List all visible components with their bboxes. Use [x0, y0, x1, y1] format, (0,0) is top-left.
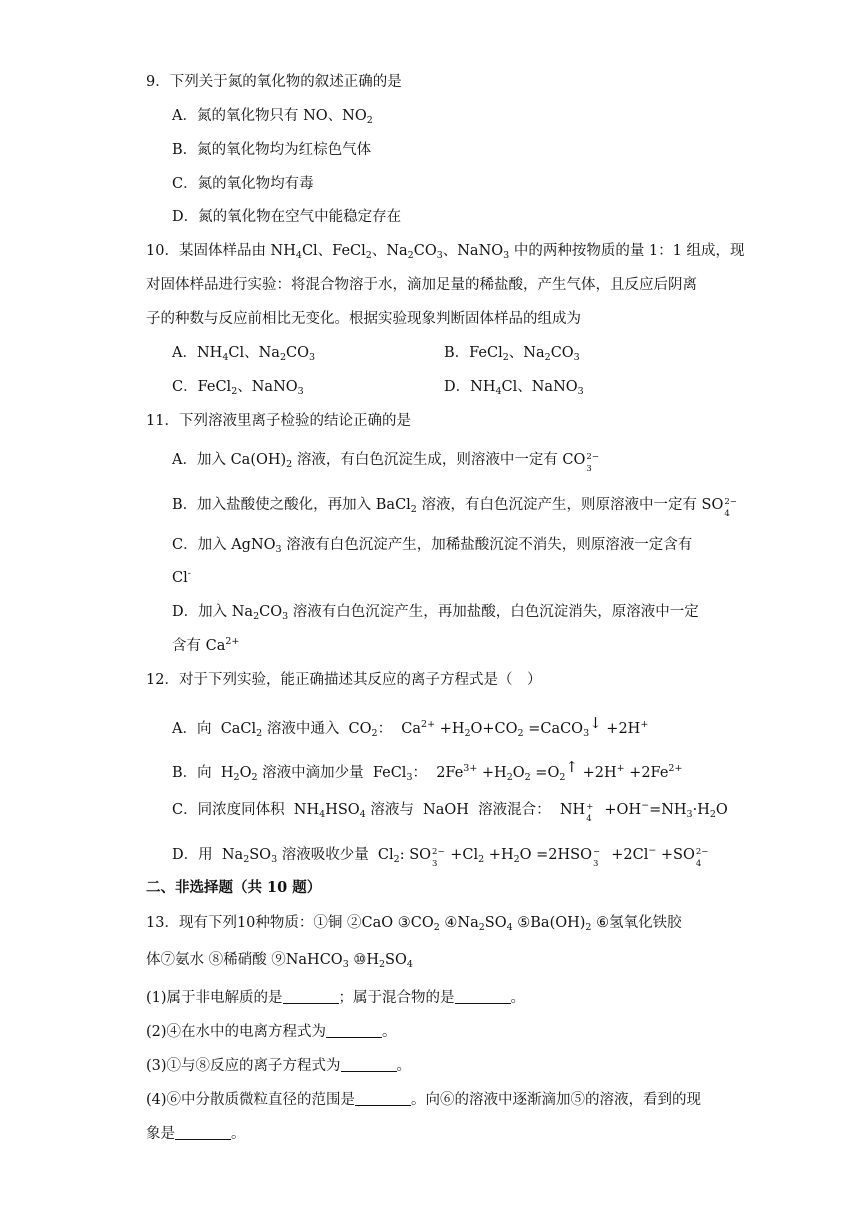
q13-part2: (2)④在水中的电离方程式为 。: [146, 1024, 397, 1040]
q9-stem: 9．下列关于氮的氧化物的叙述正确的是: [146, 74, 402, 90]
answer-blank[interactable]: [455, 990, 511, 1004]
q11-option-c-line2: Cl-: [172, 568, 191, 586]
q13-part1: (1)属于非电解质的是 ；属于混合物的是 。: [146, 990, 526, 1006]
section-heading: 二、非选择题（共 10 题）: [146, 879, 322, 896]
q13-part4-line2: 象是 。: [146, 1126, 246, 1142]
q13-part3: (3)①与⑧反应的离子方程式为 。: [146, 1058, 412, 1074]
answer-blank[interactable]: [175, 1126, 231, 1140]
q10-stem-line1: 10．某固体样品由 $NH_4Cl$、FeCl$_2$、$Na_2CO_3$、NaNO$_3$ 中的两种按物质的量 1：1 组成，现: [146, 243, 745, 261]
q10-option-a: A．$NH_4Cl$、$Na_2CO_3$: [172, 345, 316, 363]
q11-option-c-line1: C．加入 AgNO$_3$ 溶液有白色沉淀产生，加稀盐酸沉淀不消失，则原溶液一定含有: [172, 537, 693, 555]
q10-option-b: B．FeCl$_2$、$Na_2CO_3$: [444, 345, 580, 363]
q11-option-b: B．加入盐酸使之酸化，再加入 BaCl$_2$ 溶液，有白色沉淀产生，则原溶液中一定有 SO 2− 4: [172, 497, 737, 519]
q12-option-b: B．向 $H_2O_2$ 溶液中滴加少量 FeCl$_3$： $2Fe^{3+} +H_2O_2$ $=O_2↑ +2H^+ +2Fe^{2+}$: [172, 758, 683, 783]
q13-stem-line1: 13．现有下列10种物质：①铜 ②CaO $③CO_2$ $④Na_2SO_4$ $⑤Ba(OH)_2$ ⑥氢氧化铁胶: [146, 915, 682, 933]
q9-option-c: C．氮的氧化物均有毒: [172, 176, 314, 192]
q11-option-d-line2: 含有 $Ca^{2+}$: [172, 636, 240, 654]
answer-blank[interactable]: [355, 1092, 411, 1106]
q12-option-d: D．用 $Na_2SO_3$ 溶液吸收少量 $Cl_2$: SO 2− 3 $+Cl_2 +H_2O =2HSO$ − 3 +2Cl− +SO 2− 4: [172, 845, 709, 869]
q11-stem: 11．下列溶液里离子检验的结论正确的是: [146, 413, 411, 429]
answer-blank[interactable]: [341, 1058, 397, 1072]
q12-stem: 12．对于下列实验，能正确描述其反应的离子方程式是（ ）: [146, 672, 542, 688]
q10-stem-line3: 子的种数与反应前相比无变化。根据实验现象判断固体样品的组成为: [146, 311, 581, 327]
q13-stem-line2: 体⑦氨水 ⑧稀硝酸 ⑨NaHCO$_3$ $⑩H_2SO_4$: [146, 952, 413, 970]
q9-option-d: D．氮的氧化物在空气中能稳定存在: [172, 209, 402, 225]
q11-option-d-line1: D．加入 $Na_2CO_3$ 溶液有白色沉淀产生，再加盐酸，白色沉淀消失，原溶液中一定: [172, 604, 699, 622]
q10-option-c: C．FeCl$_2$、NaNO$_3$: [172, 379, 304, 397]
q10-stem-line2: 对固体样品进行实验：将混合物溶于水，滴加足量的稀盐酸，产生气体，且反应后阴离: [146, 277, 697, 293]
answer-blank[interactable]: [326, 1024, 382, 1038]
q9-option-b: B．氮的氧化物均为红棕色气体: [172, 142, 372, 158]
q11-option-a: A．加入 $Ca(OH)_2$ 溶液，有白色沉淀生成，则溶液中一定有 CO 2− 3: [172, 452, 599, 474]
q13-part4-line1: (4)⑥中分散质微粒直径的范围是 。向⑥的溶液中逐渐滴加⑤的溶液，看到的现: [146, 1092, 702, 1108]
q12-option-c: C．同浓度同体积 $NH_4HSO_4$ 溶液与 NaOH 溶液混合： NH + 4 $+OH^-=NH_3\cdot H_2O$: [172, 800, 728, 824]
answer-blank[interactable]: [283, 990, 339, 1004]
q9-option-a: A．氮的氧化物只有 NO、$NO_2$: [172, 108, 373, 126]
q12-option-a: A．向 CaCl$_2$ 溶液中通入 $CO_2$： $Ca^{2+} +H_2O+CO_2$ =CaCO$_3$↓ +2H+: [172, 714, 649, 739]
q10-option-d: D．$NH_4Cl$、NaNO$_3$: [444, 379, 584, 397]
